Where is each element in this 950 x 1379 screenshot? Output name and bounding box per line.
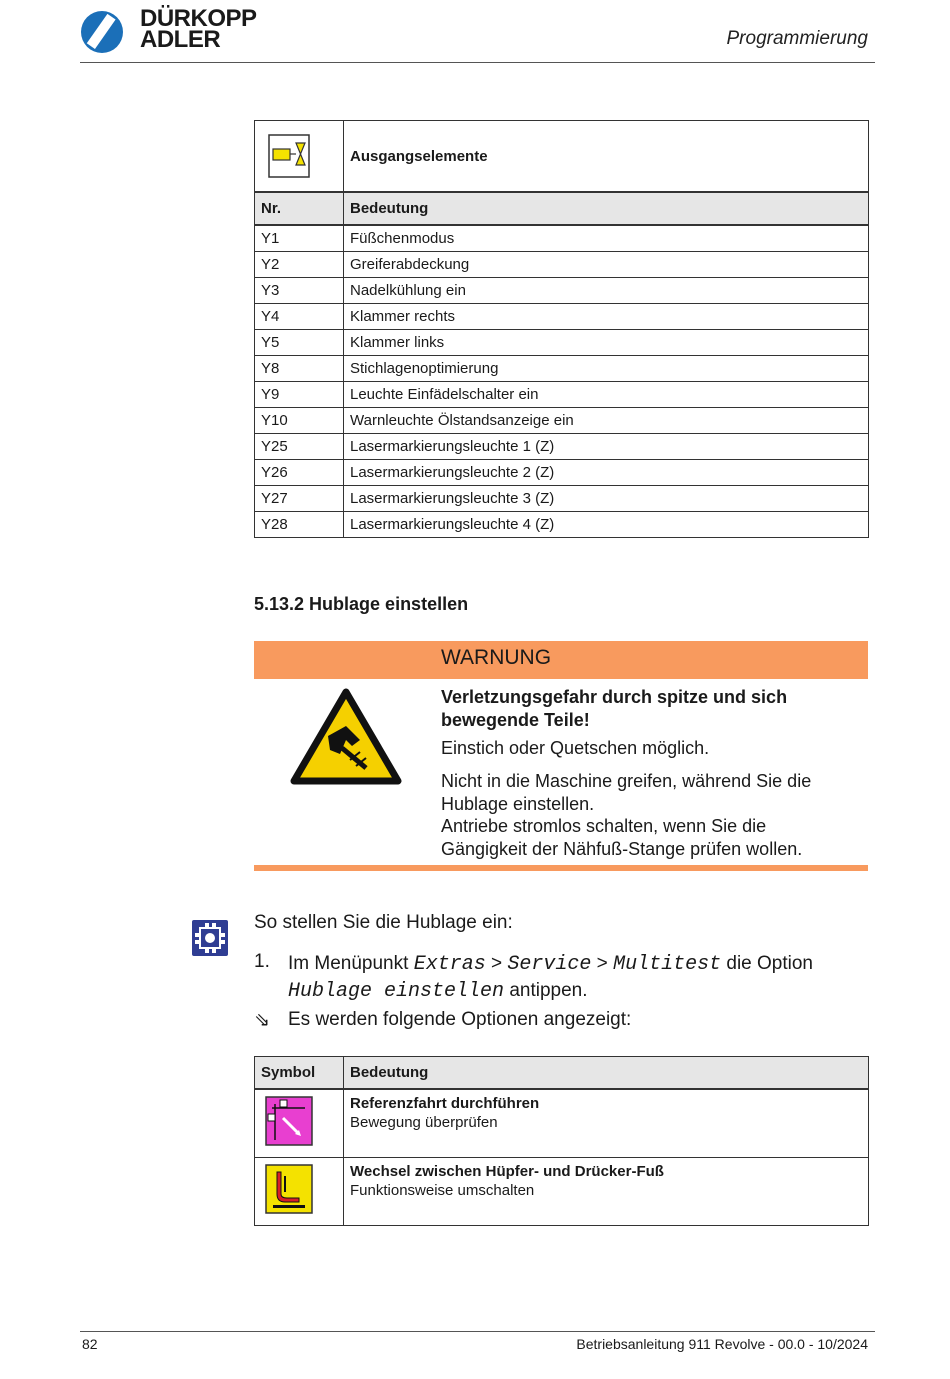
table-row — [255, 382, 869, 408]
table-row — [255, 356, 869, 382]
output-meaning: Klammer links — [344, 330, 869, 356]
brand-name-line1: DÜRKOPP — [140, 5, 257, 32]
output-nr: Y4 — [255, 304, 344, 330]
output-meaning: Stichlagenoptimierung — [344, 356, 869, 382]
table-row — [255, 304, 869, 330]
output-nr: Y3 — [255, 278, 344, 304]
step-prefix: Im Menüpunkt — [288, 953, 409, 974]
menu-separator-2: > — [596, 953, 608, 974]
option-description: Funktionsweise umschalten — [350, 1182, 535, 1199]
warning-headline: Verletzungsgefahr durch spitze und sich bewegende Teile! — [441, 687, 788, 730]
table-row — [255, 486, 869, 512]
option-text-cell — [344, 1158, 869, 1226]
output-meaning: Lasermarkierungsleuchte 4 (Z) — [344, 512, 869, 538]
section-heading: 5.13.2 Hublage einstellen — [254, 594, 469, 614]
table-header-row — [255, 1057, 869, 1090]
option-description: Bewegung überprüfen — [350, 1114, 498, 1131]
step-1-text — [288, 951, 868, 1005]
column-header-meaning: Bedeutung — [344, 192, 869, 225]
symbol-cell — [255, 1089, 344, 1158]
warning-text-1: Einstich oder Quetschen möglich. — [441, 738, 710, 758]
table-header-row — [255, 192, 869, 225]
output-meaning: Lasermarkierungsleuchte 2 (Z) — [344, 460, 869, 486]
column-header-nr: Nr. — [255, 192, 344, 225]
reference-run-icon[interactable] — [265, 1096, 313, 1146]
table-row — [255, 1089, 869, 1158]
brand-name-line2: ADLER — [140, 26, 221, 53]
table-row — [255, 512, 869, 538]
table-row — [255, 225, 869, 252]
warning-bottom-bar — [254, 865, 868, 871]
options-table — [254, 1056, 869, 1226]
footer-divider — [80, 1331, 875, 1332]
brand-logo-icon — [80, 10, 136, 54]
brand-logo — [80, 6, 270, 56]
table-row — [255, 278, 869, 304]
menu-separator-1: > — [490, 953, 503, 974]
output-meaning: Nadelkühlung ein — [344, 278, 869, 304]
warning-banner — [254, 641, 868, 679]
table-row — [255, 330, 869, 356]
table-title: Ausgangselemente — [344, 121, 869, 193]
output-meaning: Lasermarkierungsleuchte 3 (Z) — [344, 486, 869, 512]
option-title: Wechsel zwischen Hüpfer- und Drücker-Fuß — [350, 1163, 664, 1180]
document-reference: Betriebsanleitung 911 Revolve - 00.0 - 10/2024 — [576, 1336, 868, 1352]
option-hublage: Hublage einstellen — [288, 980, 505, 1003]
output-meaning: Greiferabdeckung — [344, 252, 869, 278]
step-number: 1. — [254, 951, 270, 972]
table-title-row — [255, 121, 869, 193]
output-nr: Y10 — [255, 408, 344, 434]
table-icon-cell — [255, 121, 344, 193]
result-arrow-icon: ⇘ — [254, 1010, 270, 1031]
output-nr: Y9 — [255, 382, 344, 408]
result-text: Es werden folgende Optionen angezeigt: — [288, 1009, 632, 1030]
output-meaning: Klammer rechts — [344, 304, 869, 330]
option-text-cell — [344, 1089, 869, 1158]
output-nr: Y25 — [255, 434, 344, 460]
output-nr: Y5 — [255, 330, 344, 356]
chapter-title: Programmierung — [726, 28, 868, 49]
output-elements-table — [254, 120, 869, 538]
output-nr: Y28 — [255, 512, 344, 538]
header-divider — [80, 62, 875, 63]
output-nr: Y27 — [255, 486, 344, 512]
output-meaning: Leuchte Einfädelschalter ein — [344, 382, 869, 408]
warning-text-3: Antriebe stromlos schalten, wenn Sie die Gängigkeit der Nähfuß-Stange prüfen wollen. — [441, 816, 803, 859]
output-nr: Y2 — [255, 252, 344, 278]
step-suffix: antippen. — [509, 980, 588, 1001]
menu-extras: Extras — [413, 953, 486, 976]
output-meaning: Warnleuchte Ölstandsanzeige ein — [344, 408, 869, 434]
menu-service: Service — [507, 953, 592, 976]
table-row — [255, 1158, 869, 1226]
column-header-meaning: Bedeutung — [344, 1057, 869, 1090]
warning-text-2: Nicht in die Maschine greifen, während Sie die Hublage einstellen. — [441, 771, 812, 814]
page-number: 82 — [82, 1336, 98, 1352]
output-meaning: Lasermarkierungsleuchte 1 (Z) — [344, 434, 869, 460]
output-nr: Y1 — [255, 225, 344, 252]
table-row — [255, 460, 869, 486]
option-title: Referenzfahrt durchführen — [350, 1095, 540, 1112]
procedure-intro: So stellen Sie die Hublage ein: — [254, 912, 513, 933]
step-mid: die Option — [726, 953, 813, 974]
output-elements-icon — [268, 134, 310, 178]
table-row — [255, 434, 869, 460]
warning-label: WARNUNG — [441, 646, 552, 669]
output-meaning: Füßchenmodus — [344, 225, 869, 252]
output-nr: Y8 — [255, 356, 344, 382]
hand-injury-warning-icon — [290, 688, 402, 786]
table-row — [255, 408, 869, 434]
column-header-symbol: Symbol — [255, 1057, 344, 1090]
table-row — [255, 252, 869, 278]
menu-multitest: Multitest — [613, 953, 722, 976]
symbol-cell — [255, 1158, 344, 1226]
procedure-icon — [192, 920, 228, 956]
output-nr: Y26 — [255, 460, 344, 486]
foot-switch-icon[interactable] — [265, 1164, 313, 1214]
